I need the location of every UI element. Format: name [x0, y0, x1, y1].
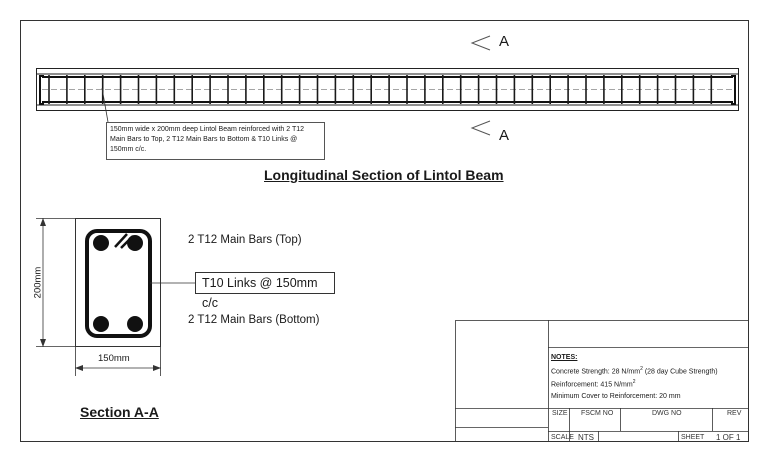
top-left-bar — [93, 235, 109, 251]
left-bar-hook — [40, 76, 44, 104]
size-label: SIZE — [552, 410, 568, 417]
notes-block — [551, 352, 718, 403]
sheet-value: 1 OF 1 — [716, 433, 741, 442]
scale-label: SCALE — [551, 434, 574, 441]
longitudinal-title: Longitudinal Section of Lintol Beam — [264, 167, 504, 183]
section-arrow-bottom — [472, 121, 490, 135]
note-concrete: Concrete Strength: 28 $N/mm^2$ (28 day Cube Strength) — [551, 365, 718, 375]
longitudinal-beam — [36, 69, 739, 123]
scale-value: NTS — [578, 433, 594, 442]
section-title: Section A-A — [80, 404, 159, 420]
rev-label: REV — [727, 410, 742, 417]
top-right-bar — [127, 235, 143, 251]
section-mark-top: A — [499, 33, 510, 50]
width-dimension-label: 150mm — [98, 353, 130, 364]
bottom-left-bar — [93, 316, 109, 332]
bottom-right-bar — [127, 316, 143, 332]
bottom-bars-label: 2 T12 Main Bars (Bottom) — [188, 314, 320, 326]
note-reinforcement: Reinforcement: 415 $N/mm^2$ — [551, 379, 636, 389]
sheet-label: SHEET — [681, 434, 705, 441]
right-bar-hook — [731, 76, 735, 104]
notes-heading: NOTES: — [551, 354, 578, 361]
dwg-label: DWG NO — [652, 410, 682, 417]
cross-section — [76, 219, 196, 347]
section-mark-bottom: A — [499, 127, 510, 144]
section-arrow-top — [472, 36, 490, 50]
links-label: T10 Links @ 150mm c/c — [195, 272, 335, 294]
top-bars-label: 2 T12 Main Bars (Top) — [188, 234, 302, 246]
note-cover: Minimum Cover to Reinforcement: 20 mm — [551, 393, 681, 401]
height-dimension-label: 200mm — [32, 266, 44, 299]
beam-note: 150mm wide x 200mm deep Lintol Beam reinforced with 2 T12 Main Bars to Top, 2 T12 Main Bars to Bottom & T10 Links @ 150mm c/c. — [106, 122, 325, 160]
fscm-label: FSCM NO — [581, 410, 614, 417]
